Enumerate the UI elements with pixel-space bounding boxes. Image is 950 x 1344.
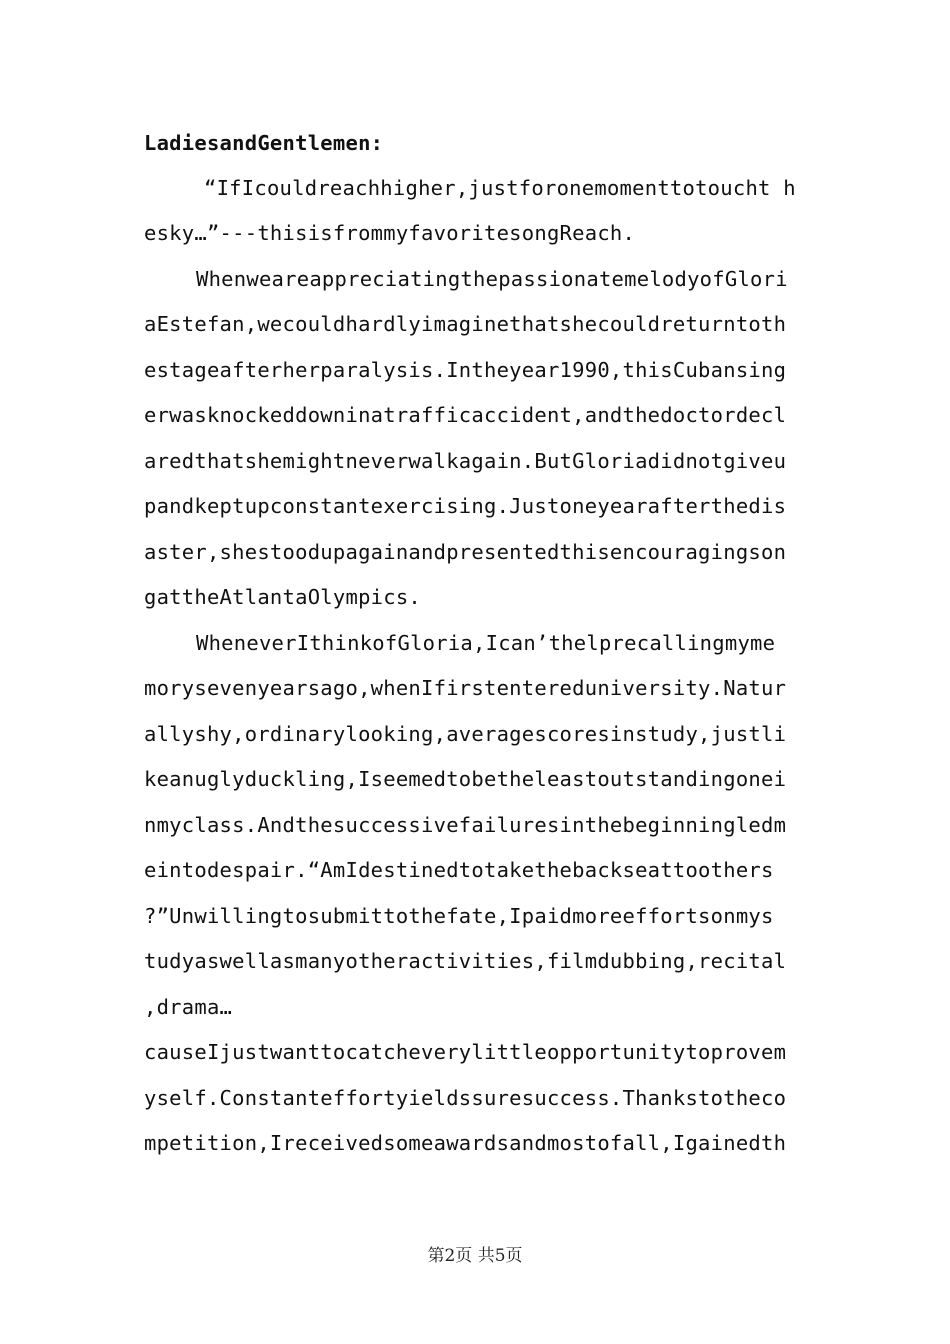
paragraph-line: aEstefan,wecouldhardlyimaginethatshecouldreturntoth bbox=[144, 312, 787, 336]
paragraph-line: tudyaswellasmanyotheractivities,filmdubbing,recital bbox=[144, 949, 787, 973]
paragraph-line: ?”Unwillingtosubmittothefate,Ipaidmoreeffortsonmys bbox=[144, 904, 774, 928]
salutation-heading: LadiesandGentlemen: bbox=[144, 131, 384, 155]
paragraph-line: aredthatshemightneverwalkagain.ButGloriadidnotgiveu bbox=[144, 449, 787, 473]
paragraph-line: WhenweareappreciatingthepassionatemelodyofGlori bbox=[196, 267, 788, 291]
paragraph-line: causeIjustwanttocatcheverylittleopportunitytoprovem bbox=[144, 1040, 787, 1064]
paragraph-line: yself.Constanteffortyieldssuresuccess.Thankstotheco bbox=[144, 1086, 787, 1110]
paragraph-line: ,drama… bbox=[144, 995, 233, 1019]
paragraph-line: aster,shestoodupagainandpresentedthisencouragingson bbox=[144, 540, 787, 564]
paragraph-line: estageafterherparalysis.Intheyear1990,thisCubansing bbox=[144, 358, 787, 382]
paragraph-line: esky…”---thisisfrommyfavoritesongReach. bbox=[144, 221, 636, 245]
paragraph-line: erwasknockeddowninatrafficaccident,andthedoctordecl bbox=[144, 403, 787, 427]
paragraph-line: mpetition,Ireceivedsomeawardsandmostofall,Igainedth bbox=[144, 1131, 787, 1155]
paragraph-line: morysevenyearsago,whenIfirstentereduniversity.Natur bbox=[144, 676, 787, 700]
paragraph-line: “IfIcouldreachhigher,justforonemomenttotoucht h bbox=[204, 176, 796, 200]
paragraph-line: gattheAtlantaOlympics. bbox=[144, 585, 422, 609]
paragraph-line: WheneverIthinkofGloria,Ican’thelprecallingmyme bbox=[196, 631, 776, 655]
paragraph-line: pandkeptupconstantexercising.Justoneyearafterthedis bbox=[144, 494, 787, 518]
paragraph-line: eintodespair.“AmIdestinedtotakethebackseattoothers bbox=[144, 858, 774, 882]
paragraph-line: keanuglyduckling,Iseemedtobetheleastoutstandingonei bbox=[144, 767, 787, 791]
paragraph-line: allyshy,ordinarylooking,averagescoresinstudy,justli bbox=[144, 722, 787, 746]
page-number-footer: 第2页 共5页 bbox=[427, 1246, 523, 1266]
paragraph-line: nmyclass.Andthesuccessivefailuresinthebeginningledm bbox=[144, 813, 787, 837]
